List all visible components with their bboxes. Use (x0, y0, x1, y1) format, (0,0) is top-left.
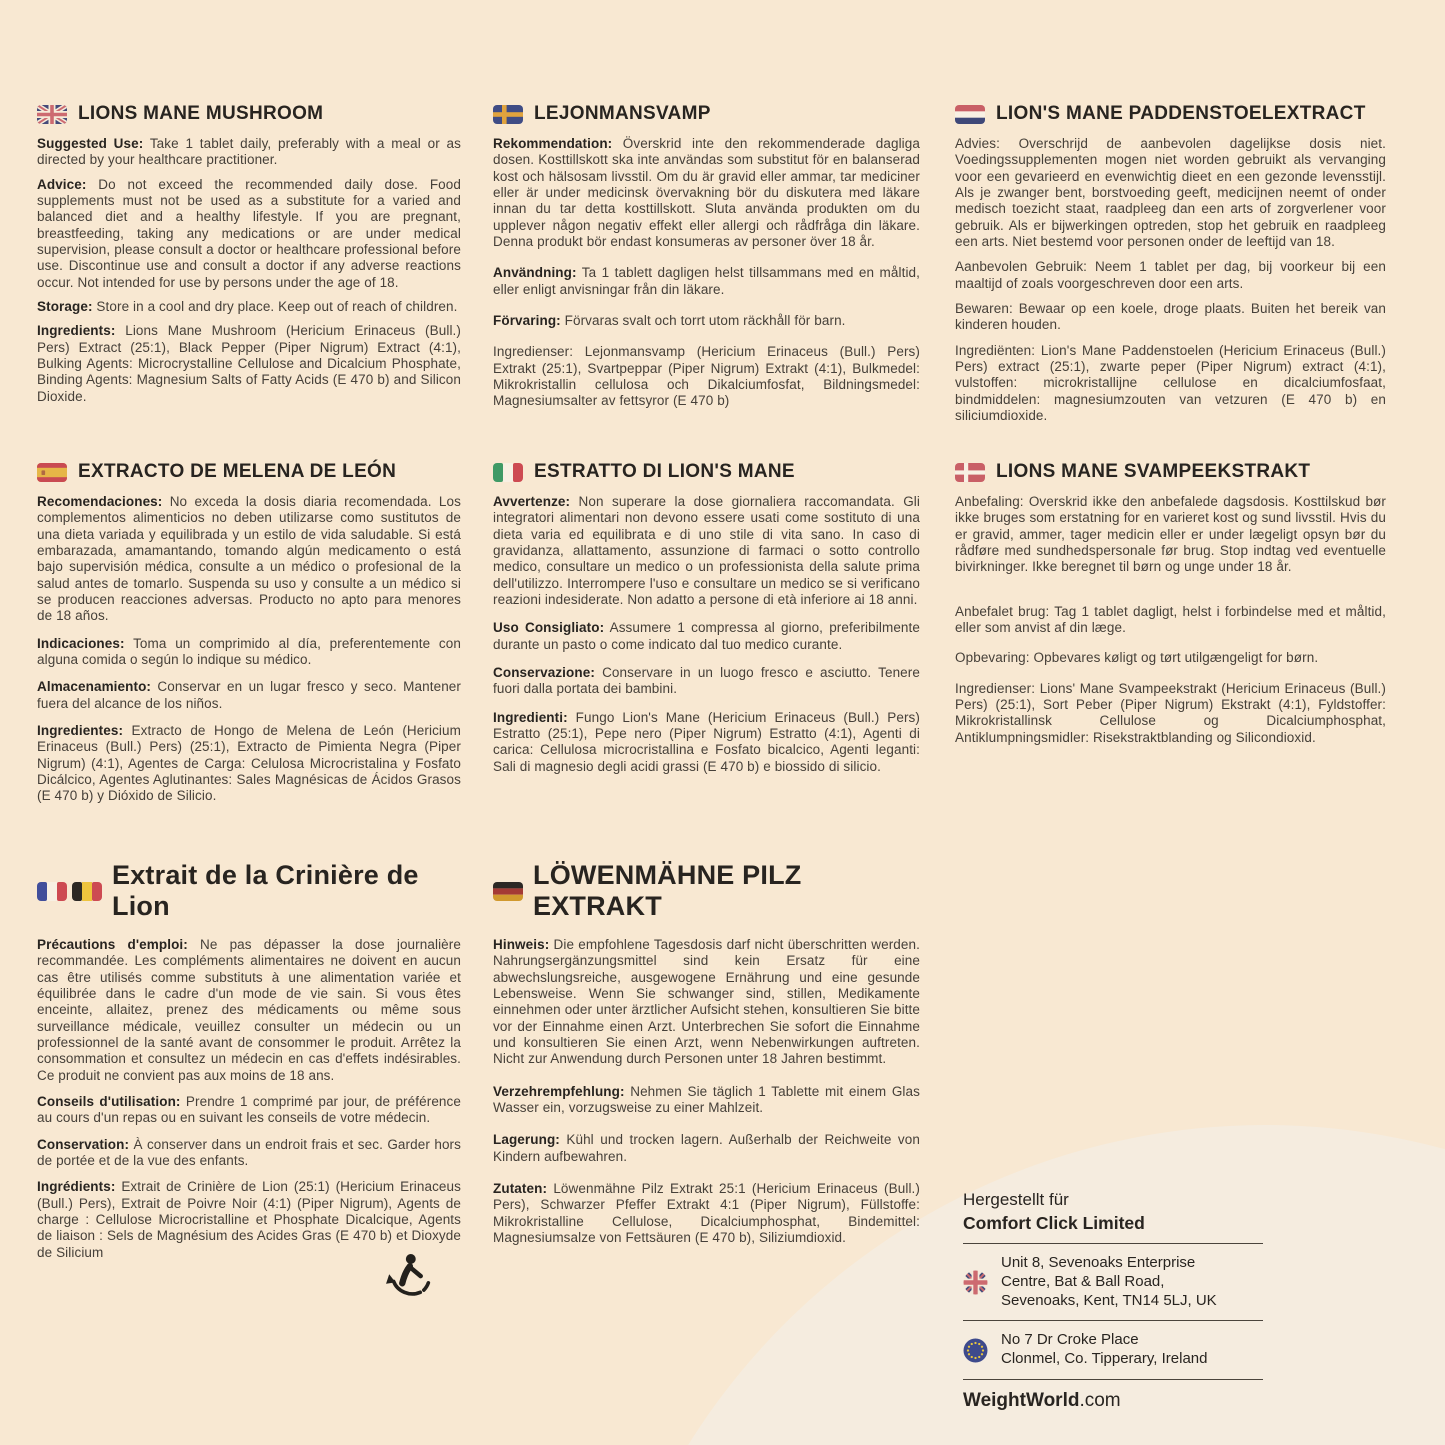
section-body (37, 494, 461, 805)
section-english (37, 103, 461, 413)
paragraph-label: Indicaciones: (37, 635, 125, 651)
paragraph: Précautions d'emploi: Ne pas dépasser la dose journalière recommandée. Les compléments alimentaires ne doivent en aucun cas être utilisés comme substituts à une alimentation variée et équilibrée dans le cadre d'un mode de vie sain. Si vous êtes enceinte, allaitez, prenez des médicaments ou même sous surveillance médicale, veuillez consulter un médecin ou un professionnel de la santé avant de consommer le produit. Arrêtez la consommation et consultez un médecin en cas d'effets indésirables. Ce produit ne convient pas aux moins de 18 ans. (37, 937, 461, 1083)
section-title: Extrait de la Crinière de Lion (112, 860, 419, 921)
section-body (955, 494, 1386, 746)
section-title: LIONS MANE MUSHROOM (78, 103, 324, 124)
website-tld: .com (1079, 1389, 1121, 1411)
paragraph: Anbefalet brug: Tag 1 tablet dagligt, helst i forbindelse med et måltid, eller som anvist af din læge. (955, 603, 1386, 635)
flag-group (37, 882, 102, 901)
paragraph-label: Ingredienti: (493, 709, 568, 725)
section-title: LIONS MANE SVAMPEEKSTRAKT (996, 461, 1311, 482)
paragraph-label: Aanbevolen Gebruik: (955, 259, 1088, 275)
paragraph: Användning: Ta 1 tablett dagligen helst tillsammans med en måltid, eller enligt anvisningar från din läkare. (493, 265, 920, 297)
divider (963, 1379, 1263, 1380)
website-url (963, 1390, 1263, 1412)
section-header (493, 860, 920, 922)
section-title: LÖWENMÄHNE PILZ EXTRAKT (533, 860, 802, 921)
section-german (493, 860, 920, 1262)
paragraph-label: Conseils d'utilisation: (37, 1093, 181, 1109)
address-line: Sevenoaks, Kent, TN14 5LJ, UK (1001, 1291, 1217, 1309)
paragraph-label: Lagerung: (493, 1132, 560, 1148)
eu-address-block (963, 1331, 1263, 1369)
paragraph-label: Ingrediënten: (955, 342, 1036, 358)
paragraph: Recomendaciones: No exceda la dosis diaria recomendada. Los complementos alimenticios no deben utilizarse como sustitutos de una dieta variada y equilibrada y un estilo de vida saludable. Si está embarazada, amamantando, tomando algún medicamento o está bajo supervisión médica, consulte a un médico o profesional de la salud antes de tomarlo. Suspenda su uso y consulte a un médico si se producen reacciones adversas. Producto no apto para menores de 18 años. (37, 494, 462, 624)
section-body (493, 136, 920, 410)
triman-recycling-icon (382, 1250, 436, 1304)
paragraph-label: Suggested Use: (37, 136, 144, 151)
paragraph-label: Opbevaring: (955, 650, 1030, 666)
paragraph: Conservazione: Conservare in un luogo fresco e asciutto. Tenere fuori dalla portata dei bambini. (493, 664, 920, 697)
company-name: Comfort Click Limited (963, 1213, 1145, 1233)
paragraph-label: Précautions d'emploi: (37, 937, 188, 952)
paragraph-label: Rekommendation: (493, 136, 613, 151)
paragraph-label: Användning: (493, 265, 577, 281)
paragraph-label: Förvaring: (493, 312, 561, 328)
eu-flag-icon (963, 1338, 988, 1363)
paragraph-label: Zutaten: (493, 1180, 548, 1196)
paragraph: Aanbevolen Gebruik: Neem 1 tablet per dag, bij voorkeur bij een maaltijd of zoals voorgeschreven door een arts. (955, 259, 1386, 291)
se-flag-icon (493, 105, 523, 124)
section-danish (955, 461, 1386, 760)
paragraph: Zutaten: Löwenmähne Pilz Extrakt 25:1 (Hericium Erinaceus (Bull.) Pers), Schwarzer Pfeffer Extrakt 4:1 (Piper Nigrum), Füllstoffe: Mikrokristalline Cellulose, Dicalciumphosphat, Bindemittel: Magnesiumsalze von Fettsäuren (E 470 b), Siliziumdioxid. (493, 1180, 920, 1245)
paragraph-label: Verzehrempfehlung: (493, 1083, 625, 1099)
address-line: Centre, Bat & Ball Road, (1001, 1272, 1165, 1290)
section-title: ESTRATTO DI LION'S MANE (534, 461, 795, 482)
paragraph-label: Hinweis: (493, 937, 550, 952)
paragraph-label: Ingredienser: (955, 680, 1036, 696)
divider (963, 1243, 1263, 1244)
uk-address-block (963, 1254, 1263, 1310)
paragraph: Ingredienser: Lions' Mane Svampeekstrakt (Hericium Erinaceus (Bull.) Pers) (25:1), Sort Peber (Piper Nigrum) Ekstrakt (4:1), Fyldstoffer: Mikrokristallinsk Cellulose og Dicalciumphosphat, Antiklumpningsmidler: Risekstraktblanding og Silicondioxid. (955, 680, 1386, 745)
section-title: LEJONMANSVAMP (534, 103, 711, 124)
flag-group (955, 105, 985, 124)
address-line: Clonmel, Co. Tipperary, Ireland (1001, 1350, 1208, 1367)
section-title: LION'S MANE PADDENSTOELEXTRACT (996, 103, 1366, 124)
paragraph: Rekommendation: Överskrid inte den rekommenderade dagliga dosen. Kosttillskott ska inte användas som substitut för en balanserad kost och hälsosam livsstil. Om du är gravid eller ammar, tar mediciner eller är under medicinsk övervakning bör du diskutera med läkare innan du tar detta kosttillskott. Sluta använda produkten om du upplever någon negativ effekt eller allergi och rådfråga din läkare. Denna produkt bör endast konsumeras av personer över 18 år. (493, 136, 920, 249)
gb-flag-icon (37, 105, 67, 124)
paragraph: Avvertenze: Non superare la dose giornaliera raccomandata. Gli integratori alimentari non devono essere usati come sostituto di una dieta varia ed equilibrata e di uno stile di vita sano. In caso di gravidanza, allattamento, assunzione di farmaci o sotto controllo medico, consultare un medico o un professionista della salute prima dell'utilizzo. Interrompere l'uso e consultare un medico se si verificano reazioni indesiderate. Non adatto a persone di età inferiore ai 18 anni. (493, 494, 920, 607)
flag-group (493, 882, 523, 901)
uk-flag-icon (963, 1270, 988, 1295)
paragraph: Verzehrempfehlung: Nehmen Sie täglich 1 Tablette mit einem Glas Wasser ein, vorzugsweise zu einer Mahlzeit. (493, 1083, 920, 1115)
website-brand: WeightWorld (963, 1389, 1080, 1411)
section-french (37, 860, 461, 1271)
section-header (37, 860, 461, 922)
de-flag-icon (493, 882, 523, 901)
paragraph: Bewaren: Bewaar op een koele, droge plaats. Buiten het bereik van kinderen houden. (955, 300, 1387, 333)
section-italian (493, 461, 920, 787)
paragraph: Ingrédients: Extrait de Crinière de Lion (25:1) (Hericium Erinaceus (Bull.) Pers), Extrait de Poivre Noir (4:1) (Piper Nigrum), Agents de charge : Cellulose Microcristalline et Phosphate Dicalcique, Agents de liaison : Sels de Magnésium des Acides Gras (E 470 b) et Dioxyde de Silicium (37, 1179, 461, 1260)
paragraph: Almacenamiento: Conservar en un lugar fresco y seco. Mantener fuera del alcance de los niños. (37, 679, 462, 711)
section-header (955, 461, 1386, 483)
paragraph: Suggested Use: Take 1 tablet daily, preferably with a meal or as directed by your healthcare practitioner. (37, 136, 462, 168)
paragraph: Lagerung: Kühl und trocken lagern. Außerhalb der Reichweite von Kindern aufbewahren. (493, 1132, 920, 1164)
section-header (37, 103, 461, 125)
paragraph-label: Bewaren: (955, 300, 1013, 316)
section-header (493, 103, 920, 125)
paragraph-label: Advice: (37, 176, 87, 192)
paragraph: Conseils d'utilisation: Prendre 1 comprimé par jour, de préférence au cours d'un repas ou en suivant les conseils de votre médecin. (37, 1093, 461, 1126)
paragraph-label: Almacenamiento: (37, 679, 152, 695)
paragraph-label: Conservazione: (493, 664, 595, 680)
paragraph: Ingredienser: Lejonmansvamp (Hericium Erinaceus (Bull.) Pers) Extrakt (25:1), Svartpeppar (Piper Nigrum) Extrakt (4:1), Bulkmedel: Mikrokristallin cellulosa och Dikalciumfosfat, Bildningsmedel: Magnesiumsalter av fettsyror (E 470 b) (493, 344, 920, 409)
paragraph: Indicaciones: Toma un comprimido al día, preferentemente con alguna comida o según lo indique su médico. (37, 635, 461, 667)
section-dutch (955, 103, 1386, 433)
section-spanish (37, 461, 461, 816)
paragraph: Ingredients: Lions Mane Mushroom (Hericium Erinaceus (Bull.) Pers) Extract (25:1), Black Pepper (Piper Nigrum) Extract (4:1), Bulking Agents: Microcrystalline Cellulose and Dicalcium Phosphate, Binding Agents: Magnesium Salts of Fatty Acids (E 470 b) and Silicon Dioxide. (37, 323, 461, 404)
fr-flag-icon (37, 882, 67, 901)
paragraph-label: Ingrédients: (37, 1179, 116, 1195)
flag-group (493, 463, 523, 482)
divider (963, 1320, 1263, 1321)
flag-group (37, 463, 67, 482)
section-header (37, 461, 461, 483)
paragraph: Anbefaling: Overskrid ikke den anbefalede dagsdosis. Kosttilskud bør ikke bruges som erstatning for en varieret kost og sund livsstil. Hvis du er gravid, ammer, tager medicin eller er under lægeligt opsyn bør du rådføre med sundhedspersonale før brug. Stop indtag ved eventuelle bivirkninger. Ikke beregnet til børn og unge under 18 år. (955, 494, 1386, 575)
paragraph-label: Advies: (955, 136, 1000, 151)
flag-group (37, 105, 67, 124)
dk-flag-icon (955, 463, 985, 482)
paragraph: Hinweis: Die empfohlene Tagesdosis darf nicht überschritten werden. Nahrungsergänzungsmittel sind kein Ersatz für eine abwechslungsreiche, ausgewogene Ernährung und eine gesunde Lebensweise. Wenn Sie schwanger sind, stillen, Medikamente einnehmen oder unter ärztlicher Aufsicht stehen, konsultieren Sie bitte vor der Einnahme einen Arzt. Unterbrechen Sie sofort die Einnahme und konsultieren Sie einen Arzt, wenn Nebenwirkungen auftreten. Nicht zur Anwendung durch Personen unter 18 Jahren bestimmt. (493, 937, 920, 1067)
section-swedish (493, 103, 920, 425)
paragraph: Opbevaring: Opbevares køligt og tørt utilgængeligt for børn. (955, 650, 1319, 666)
paragraph: Ingredientes: Extracto de Hongo de Melena de León (Hericium Erinaceus (Bull.) Pers) (25:1), Extracto de Pimienta Negra (Piper Nigrum) (4:1), Agentes de Carga: Celulosa Microcristalina y Fosfato Dicálcico, Agentes Aglutinantes: Sales Magnésicas de Ácidos Grasos (E 470 b) y Dióxido de Silicio. (37, 722, 461, 804)
paragraph-label: Ingredienser: (493, 344, 574, 360)
paragraph-label: Ingredientes: (37, 722, 124, 738)
paragraph: Förvaring: Förvaras svalt och torrt utom räckhåll för barn. (493, 312, 846, 328)
paragraph-label: Recomendaciones: (37, 494, 163, 509)
address-line: Unit 8, Sevenoaks Enterprise (1001, 1254, 1196, 1271)
section-body (493, 937, 920, 1246)
section-header (493, 461, 920, 483)
flag-group (955, 463, 985, 482)
be-flag-icon (72, 882, 102, 901)
address-line: No 7 Dr Croke Place (1001, 1331, 1139, 1349)
flag-group (493, 105, 523, 124)
paragraph-label: Conservation: (37, 1136, 130, 1152)
paragraph-label: Avvertenze: (493, 494, 571, 509)
manufacturer-info (963, 1190, 1263, 1412)
paragraph: Ingredienti: Fungo Lion's Mane (Hericium Erinaceus (Bull.) Pers) Estratto (25:1), Pepe nero (Piper Nigrum) Estratto (4:1), Agenti di carica: Cellulosa microcristallina e Fosfato bicalcico, Agenti leganti: Sali di magnesio degli acidi grassi (E 470 b) e biossido di silicio. (493, 709, 920, 774)
section-title: EXTRACTO DE MELENA DE LEÓN (78, 461, 397, 482)
paragraph-label: Ingredients: (37, 323, 116, 339)
paragraph: Advies: Overschrijd de aanbevolen dagelijkse dosis niet. Voedingssupplementen mogen niet worden gebruikt als vervanging voor een gevarieerd en evenwichtig dieet en een gezonde levensstijl. Als je zwanger bent, borstvoeding geeft, medicijnen neemt of onder medisch toezicht staat, raadpleeg dan een arts of zorgverlener voor gebruik. Als er bijwerkingen optreden, stop het gebruik en raadpleeg een arts. Niet bestemd voor personen onder de leeftijd van 18. (955, 136, 1386, 249)
uk-address (1001, 1254, 1217, 1310)
paragraph: Uso Consigliato: Assumere 1 compressa al giorno, preferibilmente durante un pasto o come indicato dal tuo medico curante. (493, 620, 920, 652)
paragraph-label: Anbefaling: (955, 494, 1024, 509)
it-flag-icon (493, 463, 523, 482)
section-header (955, 103, 1386, 125)
section-body (493, 494, 920, 775)
section-body (955, 136, 1386, 424)
section-body (37, 136, 461, 405)
eu-address (1001, 1331, 1207, 1369)
paragraph-label: Uso Consigliato: (493, 620, 605, 636)
paragraph: Conservation: À conserver dans un endroit frais et sec. Garder hors de portée et de la vue des enfants. (37, 1136, 461, 1168)
paragraph-label: Storage: (37, 298, 93, 314)
paragraph: Storage: Store in a cool and dry place. Keep out of reach of children. (37, 298, 458, 314)
paragraph: Ingrediënten: Lion's Mane Paddenstoelen (Hericium Erinaceus (Bull.) Pers) extract (25:1), zwarte peper (Piper Nigrum) extract (4:1), vulstoffen: microkristallijne cellulose en dicalciumfosfaat, bindmiddelen: magnesiumzouten van vetzuren (E 470 b) en siliciumdioxide. (955, 342, 1386, 423)
es-flag-icon (37, 463, 67, 482)
paragraph-label: Anbefalet brug: (955, 603, 1050, 619)
section-body (37, 937, 461, 1261)
paragraph: Advice: Do not exceed the recommended daily dose. Food supplements must not be used as a substitute for a varied and balanced diet and a healthy lifestyle. If you are pregnant, breastfeeding, taking any medications or are under medical supervision, please consult a doctor or healthcare professional before use. Discontinue use and consult a doctor if any adverse reactions occur. Not intended for use by persons under the age of 18. (37, 176, 461, 290)
nl-flag-icon (955, 105, 985, 124)
made-for-label: Hergestellt für (963, 1190, 1069, 1209)
